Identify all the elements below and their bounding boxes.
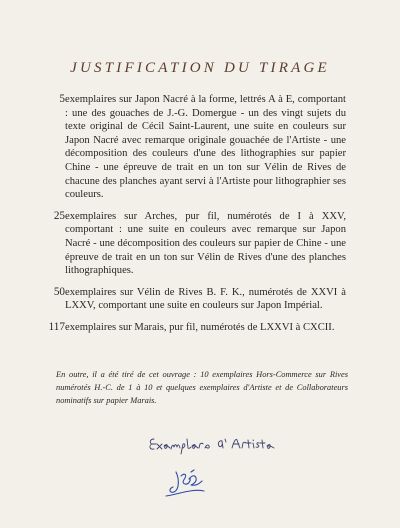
edition-entry-arches	[53, 209, 346, 278]
edition-description: exemplaires sur Marais, pur fil, numérotés de LXXVI à CXCII.	[65, 321, 335, 333]
edition-entry-rives	[53, 285, 346, 313]
artist-signature	[160, 466, 208, 500]
handwritten-annotation	[148, 431, 288, 455]
edition-description: exemplaires sur Vélin de Rives B. F. K., numérotés de XXVI à LXXV, comportant une suite en couleurs sur Japon Impérial.	[65, 286, 346, 312]
edition-description: exemplaires sur Japon Nacré à la forme, lettrés A à E, comportant : une des gouaches de J.-G. Domergue - un des vingt sujets du texte original de Cécil Saint-Laurent, une suite en couleurs sur Japon Nacré avec remarque originale gouachée de l'Artiste - une décomposition des couleurs d'une des lithographies sur papier Chine - une épreuve de trait en un ton sur Vélin de Rives de chacune des planches ayant servi à l'Artiste pour lithographier ses couleurs.	[65, 94, 346, 201]
edition-description: exemplaires sur Arches, pur fil, numérotés de I à XXV, comportant : une suite en couleurs avec remarque sur Japon Nacré - une décomposition des couleurs sur papier de Chine - une épreuve de trait en un ton sur Vélin de Rives d'une des planches lithographiques.	[65, 210, 346, 277]
edition-count: 50	[53, 285, 65, 298]
edition-entry-marais	[48, 320, 346, 335]
edition-count: 25	[53, 209, 65, 222]
edition-count: 5	[59, 93, 65, 105]
hors-commerce-note: En outre, il a été tiré de cet ouvrage : 10 exemplaires Hors-Commerce sur Rives numérotés H.-C. de 1 à 10 et quelques exemplaires d'Artiste et de Collaborateurs nominatifs sur papier Marais.	[56, 370, 348, 405]
edition-count: 117	[48, 320, 65, 333]
edition-entries	[48, 93, 346, 343]
edition-entry-japon	[56, 93, 346, 202]
page-title: JUSTIFICATION DU TIRAGE	[70, 60, 330, 76]
